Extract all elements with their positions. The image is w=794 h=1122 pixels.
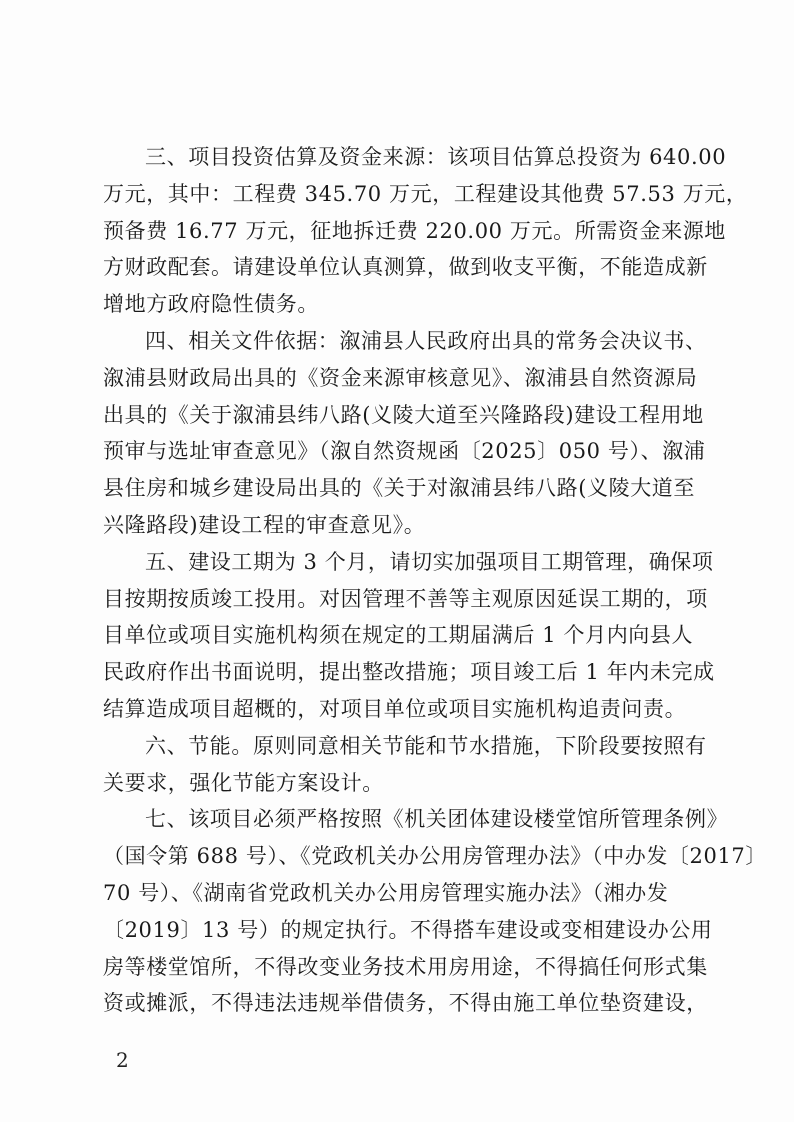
text-line: 方财政配套。请建设单位认真测算，做到收支平衡，不能造成新 — [103, 255, 708, 280]
text-line: 兴隆路段)建设工程的审查意见》。 — [103, 512, 426, 537]
text-line: 三、项目投资估算及资金来源：该项目估算总投资为 640.00 — [145, 145, 727, 169]
text-line: 四、相关文件依据：溆浦县人民政府出具的常务会决议书、 — [145, 328, 707, 353]
text-line: 关要求，强化节能方案设计。 — [103, 770, 384, 795]
text-line: 民政府作出书面说明，提出整改措施；项目竣工后 1 年内未完成 — [103, 660, 715, 685]
text-line: 溆浦县财政局出具的《资金来源审核意见》、溆浦县自然资源局 — [103, 365, 698, 390]
text-line: 出具的《关于溆浦县纬八路(义陵大道至兴隆路段)建设工程用地 — [103, 402, 704, 427]
text-line: 目按期按质竣工投用。对因管理不善等主观原因延误工期的，项 — [103, 586, 708, 611]
paragraph-section-7 — [103, 801, 767, 1022]
text-line: 结算造成项目超概的，对项目单位或项目实施机构追责问责。 — [103, 696, 687, 721]
text-line: 增地方政府隐性债务。 — [103, 292, 319, 317]
text-line: 房等楼堂馆所，不得改变业务技术用房用途，不得搞任何形式集 — [103, 954, 708, 979]
text-line: 预备费 16.77 万元，征地拆迁费 220.00 万元。所需资金来源地 — [103, 218, 726, 243]
text-line: 六、节能。原则同意相关节能和节水措施，下阶段要按照有 — [145, 733, 707, 758]
text-line: 县住房和城乡建设局出具的《关于对溆浦县纬八路(义陵大道至 — [103, 476, 695, 501]
paragraph-section-5 — [103, 544, 713, 728]
page-number: 2 — [116, 1048, 129, 1072]
text-line: 五、建设工期为 3 个月，请切实加强项目工期管理，确保项 — [145, 549, 714, 574]
paragraph-section-6 — [103, 728, 713, 802]
text-line: 预审与选址审查意见》（溆自然资规函〔2025〕050 号）、溆浦 — [103, 439, 706, 464]
text-line: 目单位或项目实施机构须在规定的工期届满后 1 个月内向县人 — [103, 623, 694, 648]
text-line: 七、该项目必须严格按照《机关团体建设楼堂馆所管理条例》 — [145, 807, 729, 832]
text-line: 70 号）、《湖南省党政机关办公用房管理实施办法》（湘办发 — [103, 880, 669, 905]
text-line: 万元，其中：工程费 345.70 万元，工程建设其他费 57.53 万元， — [103, 181, 748, 206]
text-line: 资或摊派，不得违法违规举借债务，不得由施工单位垫资建设， — [103, 991, 708, 1016]
paragraph-section-3 — [103, 139, 748, 323]
text-line: 〔2019〕13 号）的规定执行。不得搭车建设或变相建设办公用 — [103, 917, 713, 942]
text-line: （国令第 688 号）、《党政机关办公用房管理办法》（中办发〔2017〕 — [103, 844, 767, 869]
document-body — [103, 139, 767, 1022]
paragraph-section-4 — [103, 323, 713, 544]
